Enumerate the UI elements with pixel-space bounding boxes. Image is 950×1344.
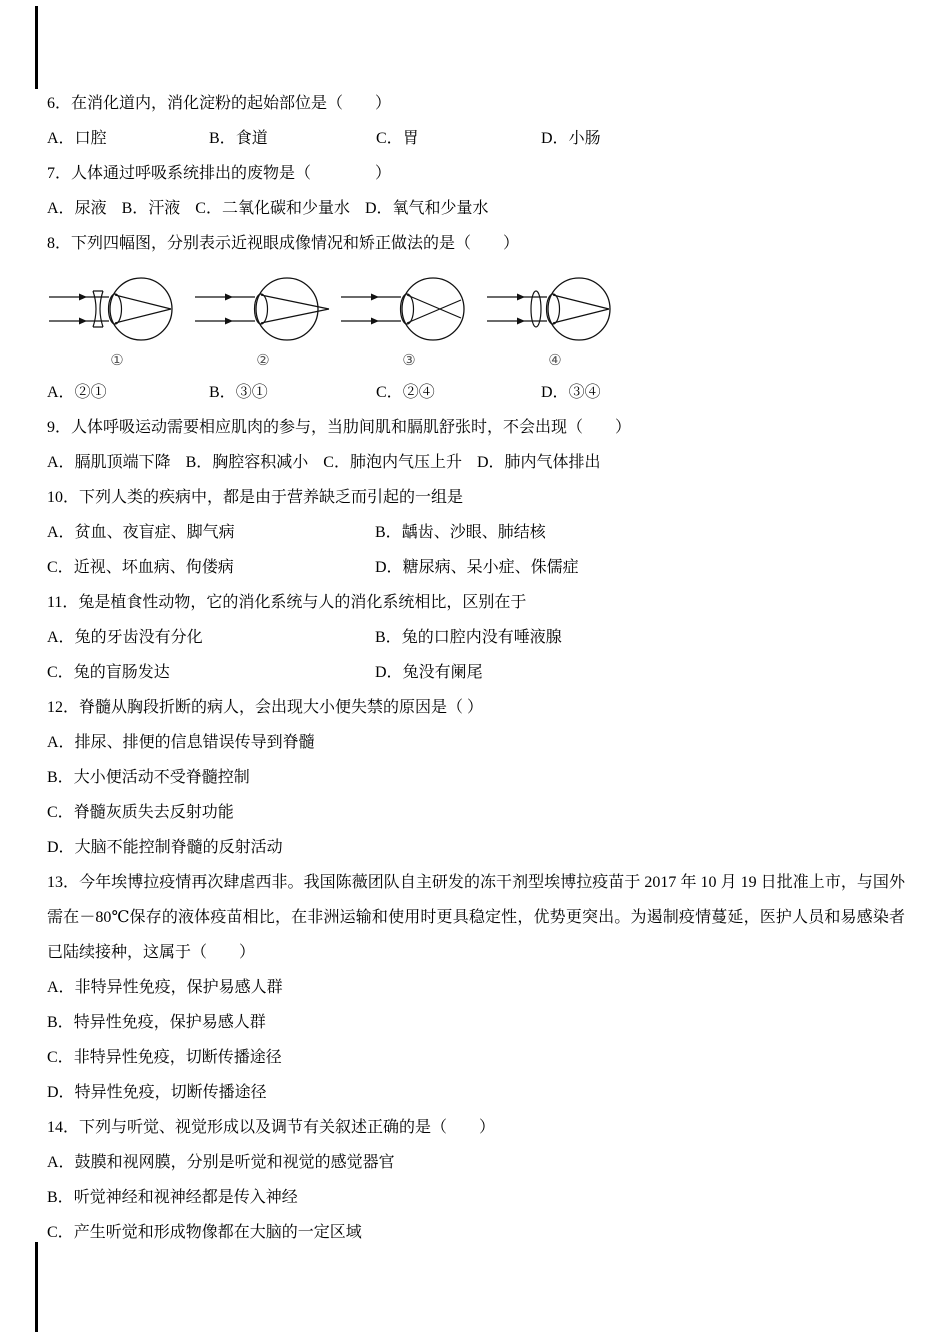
option-A: [47, 620, 375, 655]
question-11: [47, 585, 905, 690]
options-row: [47, 375, 905, 410]
option-C: [47, 804, 234, 821]
eye-ray-diagram-icon: [193, 268, 333, 350]
question-number: 11．: [47, 594, 79, 611]
option-text: ②④: [402, 384, 435, 401]
options-row: [47, 191, 905, 226]
option-B: [209, 121, 376, 156]
option-C: [47, 1224, 362, 1241]
option-line: [47, 1215, 905, 1250]
option-line: [47, 760, 905, 795]
option-text: 食道: [235, 130, 268, 147]
option-label: C．: [47, 1224, 74, 1241]
option-label: C．: [323, 454, 350, 471]
question-6: [47, 86, 905, 156]
question-stem: [47, 156, 905, 191]
option-text: 产生听觉和形成物像都在大脑的一定区域: [73, 1224, 362, 1241]
option-label: A．: [47, 454, 75, 471]
option-text: 龋齿、沙眼、肺结核: [401, 524, 546, 541]
option-label: D．: [375, 664, 403, 681]
option-label: B．: [185, 454, 213, 471]
option-line: [47, 970, 905, 1005]
option-label: D．: [541, 384, 569, 401]
options-row: [47, 121, 905, 156]
option-B: [186, 445, 309, 480]
option-line: [47, 725, 905, 760]
question-text: 人体呼吸运动需要相应肌肉的参与，当肋间肌和膈肌舒张时，不会出现（ ）: [71, 419, 632, 436]
option-label: C．: [376, 384, 403, 401]
question-12: [47, 690, 905, 865]
question-number: 12．: [47, 699, 80, 716]
option-label: C．: [47, 559, 74, 576]
question-14: [47, 1110, 905, 1250]
option-D: [47, 839, 283, 856]
option-text: 兔的牙齿没有分化: [74, 629, 203, 646]
options-row: [47, 515, 905, 550]
option-text: ③①: [235, 384, 268, 401]
figure-diagram-label: ①: [110, 353, 124, 369]
question-stem: [47, 690, 905, 725]
option-text: 小肠: [568, 130, 601, 147]
option-label: D．: [476, 454, 505, 471]
option-A: [47, 121, 209, 156]
option-A: [47, 191, 107, 226]
option-label: D．: [541, 130, 569, 147]
question-stem: [47, 1110, 905, 1145]
option-label: D．: [47, 1084, 75, 1101]
question-stem: [47, 585, 905, 620]
question-number: 13．: [47, 874, 80, 891]
option-text: 二氧化碳和少量水: [221, 200, 350, 217]
option-label: A．: [47, 384, 75, 401]
question-13: [47, 865, 905, 1110]
option-A: [47, 979, 283, 996]
question-number: 9．: [47, 419, 72, 436]
question-text: 兔是植食性动物，它的消化系统与人的消化系统相比，区别在于: [78, 594, 527, 611]
option-B: [209, 375, 376, 410]
figure-diagram-label: ③: [402, 353, 416, 369]
question-number: 7．: [47, 165, 72, 182]
option-label: D．: [364, 200, 393, 217]
option-text: 口腔: [74, 130, 107, 147]
option-B: [375, 515, 546, 550]
option-label: D．: [47, 839, 75, 856]
figure-diagram: [485, 268, 625, 372]
options-row: [47, 445, 905, 480]
option-D: [477, 445, 601, 480]
option-text: 汗液: [148, 200, 181, 217]
option-text: 肺泡内气压上升: [349, 454, 462, 471]
eye-ray-diagram-icon: [485, 268, 625, 350]
options-row: [47, 620, 905, 655]
option-line: [47, 795, 905, 830]
option-line: [47, 830, 905, 865]
eye-diagrams-figure: [47, 268, 905, 372]
option-label: A．: [47, 1154, 75, 1171]
question-stem: [47, 480, 905, 515]
option-label: B．: [375, 524, 402, 541]
eye-ray-diagram-icon: [339, 268, 479, 350]
option-text: 特异性免疫，保护易感人群: [73, 1014, 266, 1031]
option-label: B．: [209, 130, 236, 147]
scan-edge-mark-bottom: [35, 1242, 38, 1332]
option-text: 大小便活动不受脊髓控制: [73, 769, 250, 786]
option-C: [376, 121, 541, 156]
option-label: B．: [121, 200, 149, 217]
option-text: 特异性免疫，切断传播途径: [74, 1084, 267, 1101]
option-text: 鼓膜和视网膜，分别是听觉和视觉的感觉器官: [74, 1154, 395, 1171]
question-stem: [47, 226, 905, 261]
option-C: [47, 1049, 282, 1066]
option-D: [375, 655, 483, 690]
question-text: 人体通过呼吸系统排出的废物是（ ）: [71, 165, 392, 182]
option-label: C．: [47, 1049, 74, 1066]
option-B: [122, 191, 181, 226]
question-number: 6．: [47, 95, 72, 112]
option-label: C．: [47, 664, 74, 681]
option-A: [47, 445, 171, 480]
option-C: [47, 655, 375, 690]
option-B: [47, 1014, 266, 1031]
option-D: [365, 191, 489, 226]
option-label: A．: [47, 130, 75, 147]
option-label: A．: [47, 979, 75, 996]
question-stem: [47, 865, 905, 970]
question-text: 下列人类的疾病中，都是由于营养缺乏而引起的一组是: [79, 489, 464, 506]
option-A: [47, 1154, 395, 1171]
option-label: A．: [47, 524, 75, 541]
figure-diagram-label: ②: [256, 353, 270, 369]
option-text: 氧气和少量水: [392, 200, 489, 217]
option-text: 尿液: [74, 200, 107, 217]
question-text: 今年埃博拉疫情再次肆虐西非。我国陈薇团队自主研发的冻干剂型埃博拉疫苗于 2017 年 10 月 19 日批准上市，与国外需在－80℃保存的液体疫苗相比，在非洲运输和使用时更具稳定性，优势更突出。为遏制疫情蔓延，医护人员和易感染者已陆续接种，这属于（ ）: [47, 874, 905, 961]
option-text: 兔的口腔内没有唾液腺: [401, 629, 562, 646]
option-label: B．: [47, 1189, 74, 1206]
option-text: 贫血、夜盲症、脚气病: [74, 524, 235, 541]
option-label: B．: [47, 769, 74, 786]
options-row: [47, 655, 905, 690]
option-B: [375, 620, 562, 655]
option-text: 非特异性免疫，切断传播途径: [73, 1049, 282, 1066]
option-label: A．: [47, 734, 75, 751]
figure-diagram: [47, 268, 187, 372]
option-D: [47, 1084, 267, 1101]
scan-edge-mark-top: [35, 6, 38, 89]
question-text: 在消化道内，消化淀粉的起始部位是（ ）: [71, 95, 392, 112]
option-text: 听觉神经和视神经都是传入神经: [73, 1189, 298, 1206]
question-number: 14．: [47, 1119, 80, 1136]
option-A: [47, 515, 375, 550]
option-text: 大脑不能控制脊髓的反射活动: [74, 839, 283, 856]
option-text: ③④: [568, 384, 601, 401]
option-text: 脊髓灰质失去反射功能: [73, 804, 234, 821]
figure-diagram: [339, 268, 479, 372]
question-7: [47, 156, 905, 226]
option-D: [541, 375, 601, 410]
option-B: [47, 1189, 298, 1206]
option-text: 近视、坏血病、佝偻病: [73, 559, 234, 576]
option-A: [47, 734, 315, 751]
option-text: ②①: [74, 384, 107, 401]
option-text: 糖尿病、呆小症、侏儒症: [402, 559, 579, 576]
option-text: 肺内气体排出: [504, 454, 601, 471]
option-line: [47, 1075, 905, 1110]
question-10: [47, 480, 905, 585]
option-text: 兔的盲肠发达: [73, 664, 170, 681]
question-9: [47, 410, 905, 480]
question-number: 8．: [47, 235, 72, 252]
option-A: [47, 375, 209, 410]
option-text: 胃: [402, 130, 419, 147]
option-C: [376, 375, 541, 410]
option-label: A．: [47, 200, 75, 217]
option-text: 排尿、排便的信息错误传导到脊髓: [74, 734, 315, 751]
option-line: [47, 1005, 905, 1040]
option-text: 胸腔容积减小: [212, 454, 309, 471]
figure-diagram-label: ④: [548, 353, 562, 369]
option-C: [195, 191, 350, 226]
figure-diagram: [193, 268, 333, 372]
option-line: [47, 1180, 905, 1215]
question-stem: [47, 410, 905, 445]
option-label: C．: [195, 200, 222, 217]
option-C: [47, 550, 375, 585]
option-line: [47, 1145, 905, 1180]
question-text: 下列与听觉、视觉形成以及调节有关叙述正确的是（ ）: [79, 1119, 496, 1136]
option-label: A．: [47, 629, 75, 646]
option-label: B．: [209, 384, 236, 401]
option-B: [47, 769, 250, 786]
question-stem: [47, 86, 905, 121]
option-label: B．: [47, 1014, 74, 1031]
question-8: [47, 226, 905, 410]
options-row: [47, 550, 905, 585]
option-D: [375, 550, 579, 585]
option-text: 膈肌顶端下降: [74, 454, 171, 471]
option-label: D．: [375, 559, 403, 576]
option-label: C．: [376, 130, 403, 147]
question-number: 10．: [47, 489, 80, 506]
option-text: 兔没有阑尾: [402, 664, 483, 681]
option-text: 非特异性免疫，保护易感人群: [74, 979, 283, 996]
option-line: [47, 1040, 905, 1075]
option-label: B．: [375, 629, 402, 646]
option-label: C．: [47, 804, 74, 821]
eye-ray-diagram-icon: [47, 268, 187, 350]
question-text: 脊髓从胸段折断的病人，会出现大小便失禁的原因是（ ）: [79, 699, 484, 716]
option-D: [541, 121, 601, 156]
option-C: [323, 445, 462, 480]
question-text: 下列四幅图，分别表示近视眼成像情况和矫正做法的是（ ）: [71, 235, 520, 252]
